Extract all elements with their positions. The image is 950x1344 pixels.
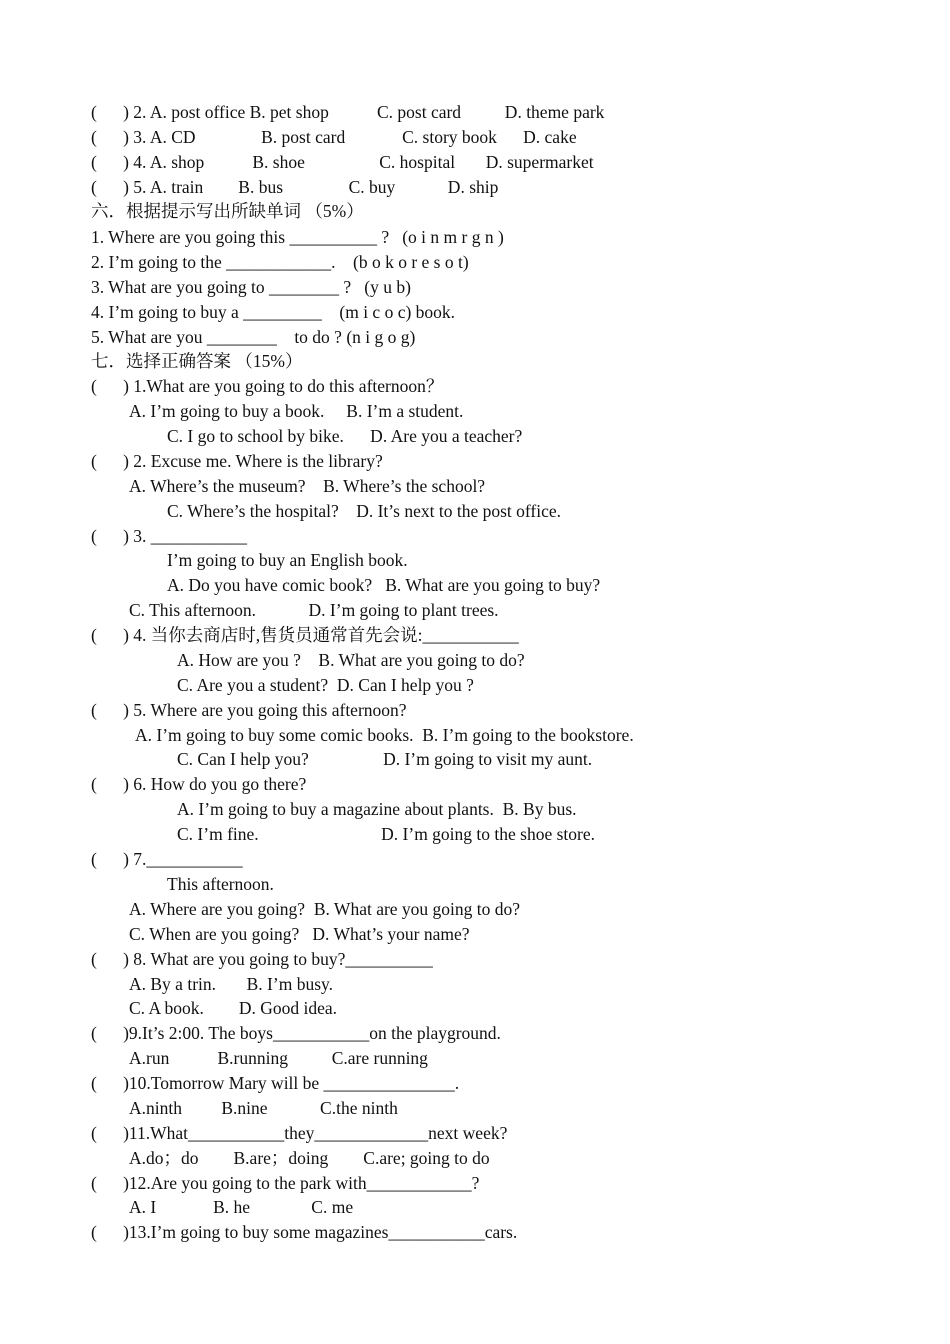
text-line: 3. What are you going to ________ ? (y u b) bbox=[91, 277, 411, 297]
text-line: 六．根据提示写出所缺单词 （5%） bbox=[91, 201, 364, 221]
text-line: C. A book. D. Good idea. bbox=[129, 998, 338, 1018]
text-line: C. Can I help you? D. I’m going to visit my aunt. bbox=[177, 749, 593, 769]
text-line: A. I’m going to buy some comic books. B. I’m going to the bookstore. bbox=[135, 725, 634, 745]
text-line: A. I B. he C. me bbox=[129, 1197, 354, 1217]
text-line: ( )9.It’s 2:00. The boys___________on the playground. bbox=[91, 1023, 501, 1043]
text-line: ( ) 4. A. shop B. shoe C. hospital D. supermarket bbox=[91, 152, 594, 172]
text-line: C. This afternoon. D. I’m going to plant trees. bbox=[129, 600, 499, 620]
text-line: ( ) 7.___________ bbox=[91, 849, 243, 869]
text-line: 2. I’m going to the ____________. (b o k o r e s o t) bbox=[91, 252, 469, 272]
text-line: ( ) 2. A. post office B. pet shop C. post card D. theme park bbox=[91, 102, 605, 122]
text-line: I’m going to buy an English book. bbox=[167, 550, 408, 570]
text-line: ( )13.I’m going to buy some magazines___________cars. bbox=[91, 1222, 518, 1242]
text-line: A. Where are you going? B. What are you going to do? bbox=[129, 899, 521, 919]
text-line: This afternoon. bbox=[167, 874, 274, 894]
text-line: ( ) 1.What are you going to do this afternoon？ bbox=[91, 376, 444, 396]
text-line: A.run B.running C.are running bbox=[129, 1048, 428, 1068]
text-line: ( )10.Tomorrow Mary will be _______________. bbox=[91, 1073, 460, 1093]
text-line: ( ) 6. How do you go there? bbox=[91, 774, 307, 794]
text-line: ( ) 5. A. train B. bus C. buy D. ship bbox=[91, 177, 499, 197]
text-line: 4. I’m going to buy a _________ (m i c o c) book. bbox=[91, 302, 456, 322]
text-line: C. When are you going? D. What’s your name? bbox=[129, 924, 470, 944]
text-line: A.do；do B.are；doing C.are; going to do bbox=[129, 1148, 490, 1168]
text-line: 5. What are you ________ to do ? (n i g o g) bbox=[91, 327, 416, 347]
text-line: A. Do you have comic book? B. What are you going to buy? bbox=[167, 575, 601, 595]
text-line: ( )11.What___________they_____________next week? bbox=[91, 1123, 508, 1143]
text-line: ( ) 3. A. CD B. post card C. story book D. cake bbox=[91, 127, 577, 147]
text-line: ( ) 2. Excuse me. Where is the library? bbox=[91, 451, 383, 471]
text-line: ( ) 4. 当你去商店时,售货员通常首先会说:___________ bbox=[91, 625, 519, 645]
text-line: A.ninth B.nine C.the ninth bbox=[129, 1098, 398, 1118]
text-line: ( ) 8. What are you going to buy?__________ bbox=[91, 949, 433, 969]
text-line: A. How are you ? B. What are you going to do? bbox=[177, 650, 525, 670]
text-line: C. I go to school by bike. D. Are you a teacher? bbox=[167, 426, 523, 446]
text-line: ( ) 5. Where are you going this afternoon? bbox=[91, 700, 407, 720]
text-line: A. By a trin. B. I’m busy. bbox=[129, 974, 333, 994]
text-line: A. Where’s the museum? B. Where’s the school? bbox=[129, 476, 486, 496]
text-line: A. I’m going to buy a book. B. I’m a student. bbox=[129, 401, 464, 421]
text-line: C. Are you a student? D. Can I help you ? bbox=[177, 675, 474, 695]
text-line: ( )12.Are you going to the park with____________? bbox=[91, 1173, 480, 1193]
text-line: C. I’m fine. D. I’m going to the shoe store. bbox=[177, 824, 596, 844]
text-line: 1. Where are you going this __________ ? (o i n m r g n ) bbox=[91, 227, 504, 247]
text-line: C. Where’s the hospital? D. It’s next to the post office. bbox=[167, 501, 561, 521]
text-line: A. I’m going to buy a magazine about plants. B. By bus. bbox=[177, 799, 577, 819]
text-line: ( ) 3. ___________ bbox=[91, 526, 248, 546]
text-line: 七．选择正确答案 （15%） bbox=[91, 351, 303, 371]
